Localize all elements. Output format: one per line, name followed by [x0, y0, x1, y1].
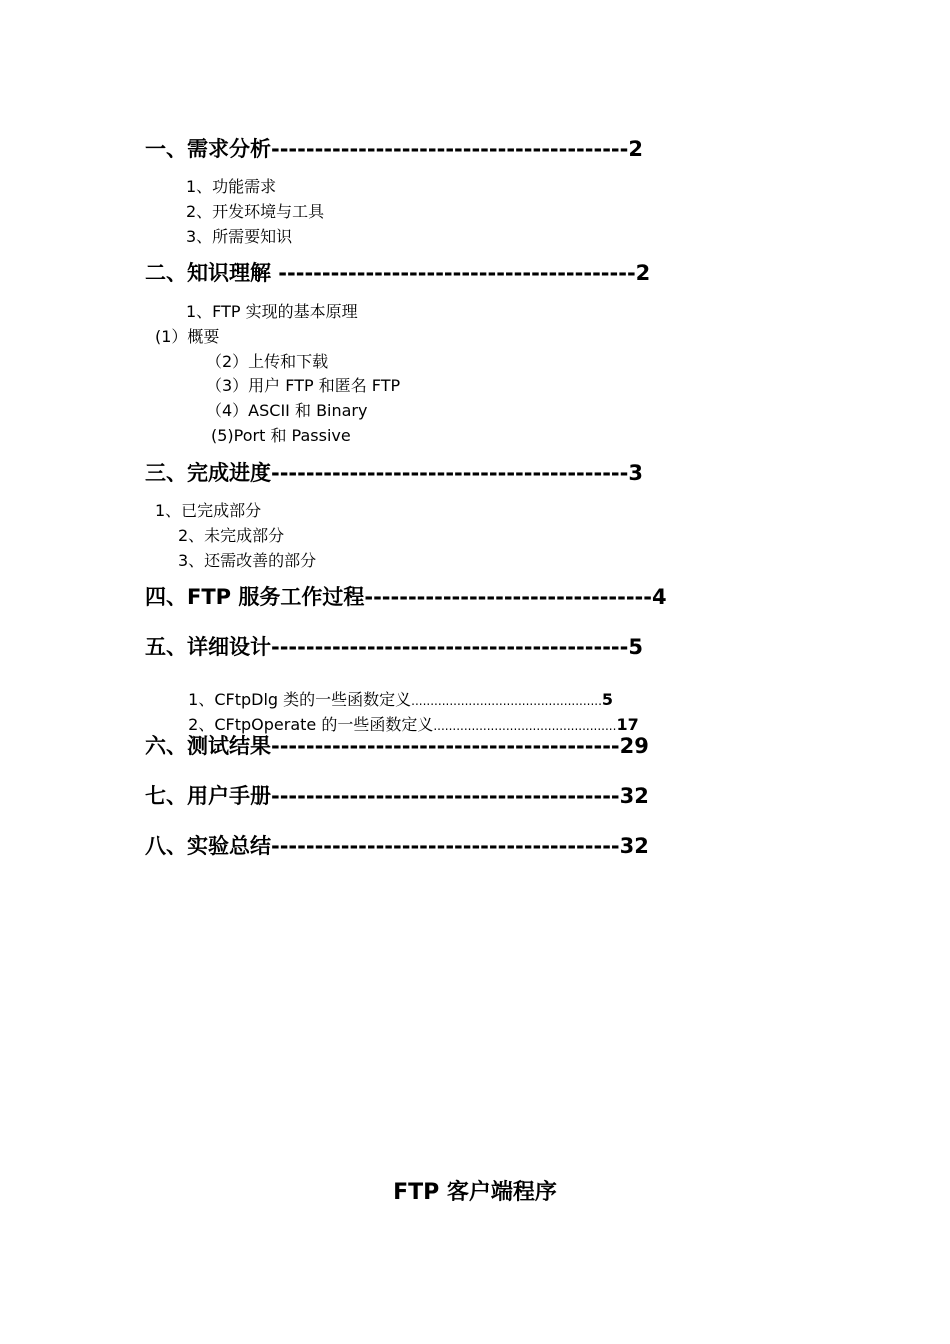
toc-item-overview: (1）概要 [155, 327, 220, 346]
toc-item-ascii-binary: （4）ASCII 和 Binary [206, 401, 368, 420]
toc-leader-dots: .................................................. [411, 694, 602, 708]
toc-heading-requirements: 一、需求分析-----------------------------------------2 [145, 137, 643, 161]
toc-item-not-completed: 2、未完成部分 [178, 526, 285, 545]
toc-item-functional-requirements: 1、功能需求 [186, 177, 277, 196]
document-title: FTP 客户端程序 [393, 1180, 557, 1205]
toc-item-user-anonymous-ftp: （3）用户 FTP 和匿名 FTP [206, 376, 401, 395]
toc-heading-knowledge: 二、知识理解 -----------------------------------------2 [145, 261, 651, 285]
toc-item-port-passive: (5)Port 和 Passive [211, 426, 351, 445]
toc-page-number: 5 [601, 690, 614, 709]
toc-item-cftpoperate [178, 701, 639, 733]
toc-leader-dots: ................................................ [433, 719, 617, 733]
toc-item-ftp-principles: 1、FTP 实现的基本原理 [186, 302, 358, 321]
toc-heading-summary: 八、实验总结----------------------------------------32 [145, 834, 649, 858]
toc-heading-ftp-workflow: 四、FTP 服务工作过程---------------------------------4 [145, 585, 667, 609]
toc-heading-user-manual: 七、用户手册----------------------------------------32 [145, 784, 649, 808]
toc-page-number: 17 [616, 715, 639, 734]
toc-heading-test-results: 六、测试结果----------------------------------------29 [145, 734, 649, 758]
toc-item-upload-download: （2）上传和下载 [206, 352, 329, 371]
toc-item-needs-improvement: 3、还需改善的部分 [178, 551, 317, 570]
toc-item-label: 1、CFtpDlg 类的一些函数定义 [188, 690, 412, 709]
toc-heading-detailed-design: 五、详细设计-----------------------------------------5 [145, 635, 643, 659]
toc-item-dev-environment: 2、开发环境与工具 [186, 202, 325, 221]
toc-item-required-knowledge: 3、所需要知识 [186, 227, 293, 246]
toc-heading-progress: 三、完成进度-----------------------------------------3 [145, 461, 643, 485]
toc-item-label: 2、CFtpOperate 的一些函数定义 [188, 715, 434, 734]
toc-item-completed: 1、已完成部分 [155, 501, 262, 520]
